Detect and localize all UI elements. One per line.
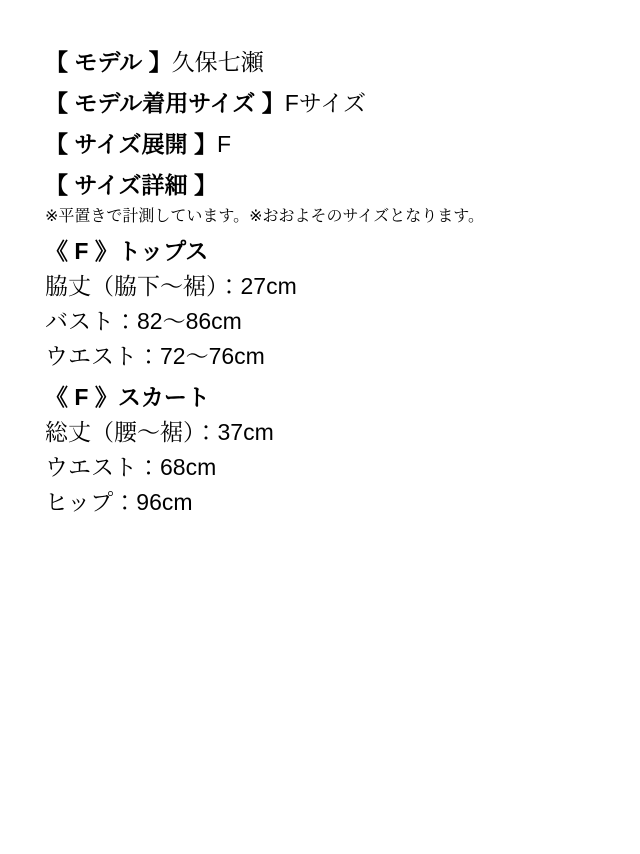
- skirt-waist-row: ウエスト：68cm: [45, 454, 217, 480]
- model-label: 【 モデル 】: [45, 49, 172, 75]
- skirt-hip-row: ヒップ：96cm: [45, 489, 193, 515]
- tops-section-heading: 《 F 》トップス: [45, 238, 209, 264]
- model-info-block: [45, 42, 620, 206]
- skirt-total-length-row: 総丈（腰〜裾）：37cm: [45, 419, 274, 445]
- size-detail-line: [45, 165, 620, 206]
- skirt-section-heading: 《 F 》スカート: [45, 384, 210, 410]
- size-detail-label: 【 サイズ詳細 】: [45, 172, 217, 198]
- model-value: 久保七瀬: [171, 49, 264, 75]
- model-worn-size-value: Fサイズ: [284, 90, 367, 116]
- tops-side-length-row: 脇丈（脇下〜裾）：27cm: [45, 273, 297, 299]
- tops-waist-row: ウエスト：72〜76cm: [45, 343, 265, 369]
- model-line: [45, 42, 620, 83]
- measurement-note: ※平置きで計測しています。※おおよそのサイズとなります。: [45, 208, 484, 225]
- size-range-value: F: [216, 131, 232, 157]
- tops-size-section: [45, 234, 620, 374]
- model-worn-size-line: [45, 83, 620, 124]
- model-worn-size-label: 【 モデル着用サイズ 】: [45, 90, 285, 116]
- size-range-line: [45, 124, 620, 165]
- tops-bust-row: バスト：82〜86cm: [45, 308, 242, 334]
- size-range-label: 【 サイズ展開 】: [45, 131, 217, 157]
- skirt-size-section: [45, 380, 620, 520]
